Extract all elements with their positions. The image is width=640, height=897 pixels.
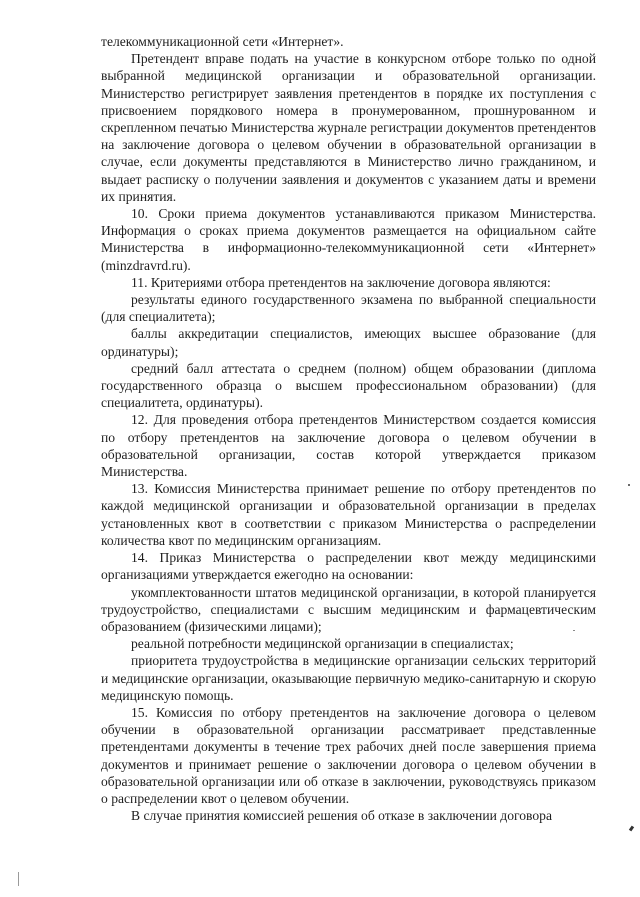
criterion-exam-results: результаты единого государственного экзамена по выбранной специальности (для специалитета); <box>101 292 596 325</box>
paragraph-12-commission: 12. Для проведения отбора претендентов Министерством создается комиссия по отбору претендентов на заключение договора о целевом обучении в образовательной организации, состав которой утверждается приказом Министерства. <box>101 412 596 480</box>
scan-speck <box>573 630 575 631</box>
paragraph-13-decision: 13. Комиссия Министерства принимает решение по отбору претендентов по каждой медицинской организации и образовательной организации в пределах установленных квот в соответствии с приказом Министерства о распределении количества квот по медицинским организациям. <box>101 481 596 548</box>
paragraph-15-review: 15. Комиссия по отбору претендентов на заключение договора о целевом обучении в образовательной организации рассматривает представленные претендентами документы в течение трех рабочих дней после завершения приема документов и принимает решение о заключении договора о целевом обучении в образовательной организации или об отказе в заключении, руководствуясь приказом о распределении квот о целевом обучении. <box>101 704 596 806</box>
paragraph-10-deadlines: 10. Сроки приема документов устанавливаются приказом Министерства. Информация о сроках приема документов размещается на официальном сайте Министерства в информационно-телекоммуникационной сети «Интернет» (minzdravrd.ru). <box>101 206 596 273</box>
criterion-accreditation-scores: баллы аккредитации специалистов, имеющих высшее образование (для ординатуры); <box>101 326 596 359</box>
paragraph-11-criteria: 11. Критериями отбора претендентов на заключение договора являются: <box>131 274 551 290</box>
basis-priority: приоритета трудоустройства в медицинские организации сельских территорий и медицинские организации, оказывающие первичную медико-санитарную и скорую медицинскую помощь. <box>101 653 596 703</box>
paragraph-refusal: В случае принятия комиссией решения об отказе в заключении договора <box>131 808 552 824</box>
paragraph-continuation: телекоммуникационной сети «Интернет». <box>101 34 344 49</box>
document-body <box>101 33 596 824</box>
paragraph-14-quota-order: 14. Приказ Министерства о распределении квот между медицинскими организациями утверждается ежегодно на основании: <box>101 550 596 583</box>
basis-real-need: реальной потребности медицинской организации в специалистах; <box>131 636 514 652</box>
basis-staffing: укомплектованности штатов медицинской организации, в которой планируется трудоустройство, специалистами с высшим медицинским и фармацевтическим образованием (физическими лицами); <box>101 584 596 634</box>
criterion-average-grade: средний балл аттестата о среднем (полном) общем образовании (диплома государственного образца о высшем профессиональном образовании) (для специалитета, ординатуры). <box>101 360 596 411</box>
scan-speck <box>628 484 630 486</box>
paragraph-applicant-registration: Претендент вправе подать на участие в конкурсном отборе только по одной выбранной медицинской организации и образовательной организации. Министерство регистрирует заявления претендентов в порядке их поступления с присвоением порядкового номера в пронумерованном, прошнурованном и скрепленном печатью Министерства журнале регистрации документов претендентов на заключение договора о целевом обучении в образовательной организации в случае, если документы представляются в Министерство лично гражданином, и выдает расписку о получении заявления и документов с указанием даты и времени их принятия. <box>101 51 596 204</box>
scan-speck <box>629 826 634 832</box>
scan-edge-line <box>18 872 19 886</box>
